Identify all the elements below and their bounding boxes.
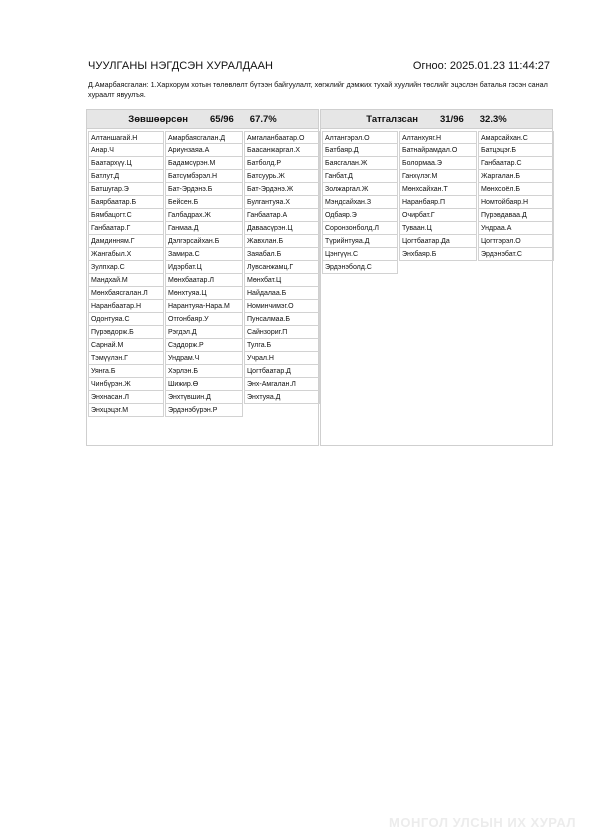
member-name-cell: Ганбаатар.Г: [88, 222, 164, 235]
member-name-cell: Баатархүү.Ц: [88, 157, 164, 170]
member-name-cell: Батсүмбэрэл.Н: [165, 170, 243, 183]
member-name-cell: Бейсен.Б: [165, 196, 243, 209]
member-name-cell: Уянга.Б: [88, 365, 164, 378]
member-name-cell: Алтангэрэл.О: [322, 131, 398, 144]
approved-panel: [86, 109, 319, 446]
member-name-cell: Мөнхсайхан.Т: [399, 183, 477, 196]
member-name-cell: Батсуурь.Ж: [244, 170, 320, 183]
member-name-cell: Баярбаатар.Б: [88, 196, 164, 209]
member-name-cell: Бат-Эрдэнэ.Б: [165, 183, 243, 196]
vote-timestamp: Огноо: 2025.01.23 11:44:27: [412, 60, 550, 72]
member-name-cell: Идэрбат.Ц: [165, 261, 243, 274]
member-name-cell: Бямбацогт.С: [88, 209, 164, 222]
member-name-cell: Очирбат.Г: [399, 209, 477, 222]
member-name-cell: Замира.С: [165, 248, 243, 261]
member-name-cell: Амгаланбаатар.О: [244, 131, 320, 144]
member-name-cell: Баасанжаргал.Х: [244, 144, 320, 157]
member-name-cell: Батболд.Р: [244, 157, 320, 170]
member-name-cell: Жавхлан.Б: [244, 235, 320, 248]
member-name-cell: Амарсайхан.С: [478, 131, 554, 144]
approved-header: [87, 110, 318, 129]
member-name-cell: Одбаяр.Э: [322, 209, 398, 222]
member-name-cell: Ганбаатар.С: [478, 157, 554, 170]
member-name-cell: Жангабыл.Х: [88, 248, 164, 261]
rejected-label: Татгалзсан: [366, 113, 418, 125]
member-name-cell: Шижир.Ө: [165, 378, 243, 391]
member-name-cell: Алтанхуяг.Н: [399, 131, 477, 144]
rejected-header: [321, 110, 552, 129]
member-name-cell: Мөнхтуяа.Ц: [165, 287, 243, 300]
member-name-cell: Наранбаяр.П: [399, 196, 477, 209]
member-name-cell: Нарантуяа-Нара.М: [165, 300, 243, 313]
member-name-cell: Энхбаяр.Б: [399, 248, 477, 261]
member-name-cell: Амарбаясгалан.Д: [165, 131, 243, 144]
member-name-cell: Пунсалмаа.Б: [244, 313, 320, 326]
member-name-cell: Баясгалан.Ж: [322, 157, 398, 170]
member-name-cell: Анар.Ч: [88, 144, 164, 157]
member-name-cell: Сэддорж.Р: [165, 339, 243, 352]
member-name-cell: Номинчимэг.О: [244, 300, 320, 313]
member-name-cell: Дэлгэрсайхан.Б: [165, 235, 243, 248]
member-name-cell: Батбаяр.Д: [322, 144, 398, 157]
rejected-count: 31/96: [439, 113, 464, 125]
member-name-cell: Энхтуяа.Д: [244, 391, 320, 404]
member-name-cell: Соронзонболд.Л: [322, 222, 398, 235]
empty-cell: [478, 261, 554, 274]
member-name-cell: Хэрлэн.Б: [165, 365, 243, 378]
member-name-cell: Эрдэнэбат.С: [478, 248, 554, 261]
member-name-cell: Мөнхбаясгалан.Л: [88, 287, 164, 300]
empty-cell: [244, 404, 320, 417]
member-name-cell: Булгантуяа.Х: [244, 196, 320, 209]
member-name-cell: Заяабал.Б: [244, 248, 320, 261]
member-name-cell: Батцэцэг.Б: [478, 144, 554, 157]
member-name-cell: Номтойбаяр.Н: [478, 196, 554, 209]
member-name-cell: Галбадрах.Ж: [165, 209, 243, 222]
approved-percent: 67.7%: [249, 113, 277, 125]
member-name-cell: Учрал.Н: [244, 352, 320, 365]
approved-label: Зөвшөөрсөн: [128, 113, 189, 125]
member-name-cell: Энхцэцэг.М: [88, 404, 164, 417]
rejected-percent: 32.3%: [479, 113, 507, 125]
member-name-cell: Дамдинням.Г: [88, 235, 164, 248]
member-name-cell: Мөнхбаатар.Л: [165, 274, 243, 287]
member-name-cell: Рэгдэл.Д: [165, 326, 243, 339]
member-name-cell: Цэнгүүн.С: [322, 248, 398, 261]
member-name-cell: Цогтгэрэл.О: [478, 235, 554, 248]
member-name-cell: Сарнай.М: [88, 339, 164, 352]
member-name-cell: Энхнасан.Л: [88, 391, 164, 404]
member-name-cell: Цогтбаатар.Да: [399, 235, 477, 248]
member-name-cell: Бат-Эрдэнэ.Ж: [244, 183, 320, 196]
member-name-cell: Мөнхсоёл.Б: [478, 183, 554, 196]
member-name-cell: Золжаргал.Ж: [322, 183, 398, 196]
parliament-watermark: МОНГОЛ УЛСЫН ИХ ХУРАЛ: [389, 815, 576, 830]
member-name-cell: Лувсанжамц.Г: [244, 261, 320, 274]
rejected-names-grid: [322, 131, 554, 274]
member-name-cell: Отгонбаяр.У: [165, 313, 243, 326]
member-name-cell: Бадамсүрэн.М: [165, 157, 243, 170]
member-name-cell: Пүрэвдаваа.Д: [478, 209, 554, 222]
member-name-cell: Мандхай.М: [88, 274, 164, 287]
member-name-cell: Ундраа.А: [478, 222, 554, 235]
member-name-cell: Наранбаатар.Н: [88, 300, 164, 313]
member-name-cell: Батнайрамдал.О: [399, 144, 477, 157]
rejected-panel: [320, 109, 553, 446]
approved-names-grid: [88, 131, 320, 417]
member-name-cell: Ганбат.Д: [322, 170, 398, 183]
member-name-cell: Пүрэвдорж.Б: [88, 326, 164, 339]
member-name-cell: Эрдэнэбүрэн.Р: [165, 404, 243, 417]
member-name-cell: Одонтуяа.С: [88, 313, 164, 326]
member-name-cell: Батшугар.Э: [88, 183, 164, 196]
member-name-cell: Жаргалан.Б: [478, 170, 554, 183]
session-title: ЧУУЛГАНЫ НЭГДСЭН ХУРАЛДААН: [88, 60, 274, 72]
member-name-cell: Тэмүүлэн.Г: [88, 352, 164, 365]
member-name-cell: Батлут.Д: [88, 170, 164, 183]
member-name-cell: Зулпхар.С: [88, 261, 164, 274]
member-name-cell: Чинбүрэн.Ж: [88, 378, 164, 391]
member-name-cell: Ганбаатар.А: [244, 209, 320, 222]
motion-description: Д.Амарбаясгалан: 1.Хархорум хотын төлөвлөлт бүтээн байгуулалт, хөгжлийг дэмжих тухай хуулийн төслийг эцэслэн баталья гэсэн санал хураалт явуулъя.: [88, 80, 548, 99]
member-name-cell: Ундрам.Ч: [165, 352, 243, 365]
member-name-cell: Эрдэнэболд.С: [322, 261, 398, 274]
member-name-cell: Мэндсайхан.З: [322, 196, 398, 209]
document-header: [88, 60, 550, 72]
member-name-cell: Цогтбаатар.Д: [244, 365, 320, 378]
member-name-cell: Ариунзаяа.А: [165, 144, 243, 157]
member-name-cell: Болормаа.Э: [399, 157, 477, 170]
member-name-cell: Мөнхбат.Ц: [244, 274, 320, 287]
approved-count: 65/96: [210, 113, 234, 125]
member-name-cell: Найдалаа.Б: [244, 287, 320, 300]
member-name-cell: Энх-Амгалан.Л: [244, 378, 320, 391]
member-name-cell: Тулга.Б: [244, 339, 320, 352]
member-name-cell: Ганмаа.Д: [165, 222, 243, 235]
member-name-cell: Сайнзориг.П: [244, 326, 320, 339]
member-name-cell: Даваасүрэн.Ц: [244, 222, 320, 235]
member-name-cell: Алтаншагай.Н: [88, 131, 164, 144]
member-name-cell: Энхтүвшин.Д: [165, 391, 243, 404]
member-name-cell: Туваан.Ц: [399, 222, 477, 235]
member-name-cell: Ганхүлэг.М: [399, 170, 477, 183]
member-name-cell: Түрийнтуяа.Д: [322, 235, 398, 248]
empty-cell: [399, 261, 477, 274]
